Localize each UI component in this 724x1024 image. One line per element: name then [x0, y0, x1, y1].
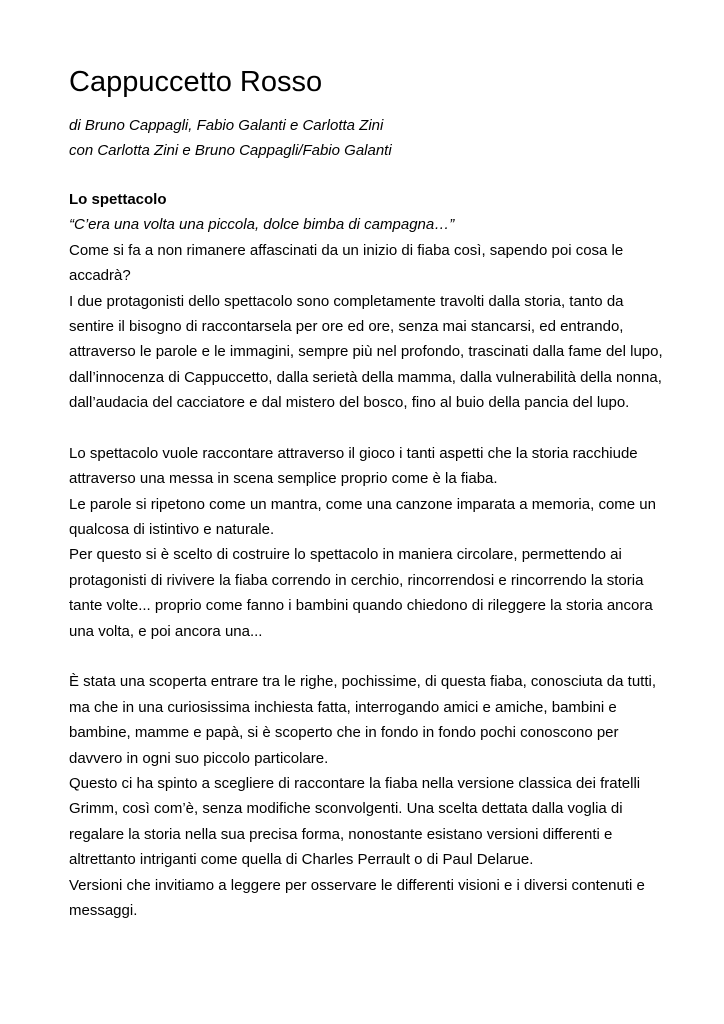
paragraph-line: ma che in una curiosissima inchiesta fatta, interrogando amici e amiche, bambini e	[69, 698, 617, 716]
document-title: Cappuccetto Rosso	[69, 66, 323, 98]
credits	[69, 113, 392, 164]
paragraph-3	[69, 669, 659, 923]
credits-authors: di Bruno Cappagli, Fabio Galanti e Carlotta Zini	[69, 117, 384, 134]
paragraph-line: Lo spettacolo vuole raccontare attraverso il gioco i tanti aspetti che la storia racchiude	[69, 444, 638, 462]
paragraph-line: dall’innocenza di Cappuccetto, dalla serietà della mamma, dalla vulnerabilità della nonna,	[69, 368, 662, 386]
credits-cast: con Carlotta Zini e Bruno Cappagli/Fabio Galanti	[69, 142, 392, 160]
paragraph-line: qualcosa di istintivo e naturale.	[69, 521, 275, 539]
paragraph-line: messaggi.	[69, 901, 138, 919]
section-heading: Lo spettacolo	[69, 191, 167, 208]
paragraph-spacer	[69, 416, 659, 441]
paragraph-2	[69, 441, 659, 644]
paragraph-line: attraverso una messa in scena semplice proprio come è la fiaba.	[69, 470, 498, 488]
paragraph-line: Versioni che invitiamo a leggere per osservare le differenti visioni e i diversi contenuti e	[69, 876, 645, 894]
opening-quote: “C’era una volta una piccola, dolce bimba di campagna…”	[69, 216, 455, 234]
paragraph-line: protagonisti di rivivere la fiaba correndo in cerchio, rincorrendosi e rincorrendo la storia	[69, 571, 644, 589]
paragraph-line: una volta, e poi ancora una...	[69, 622, 263, 640]
paragraph-line: I due protagonisti dello spettacolo sono completamente travolti dalla storia, tanto da	[69, 292, 624, 310]
paragraph-line: Grimm, così com’è, senza modifiche sconvolgenti. Una scelta dettata dalla voglia di	[69, 800, 623, 818]
paragraph-1	[69, 238, 663, 416]
document-body	[69, 187, 663, 923]
paragraph-line: tante volte... proprio come fanno i bambini quando chiedono di rileggere la storia ancora	[69, 597, 653, 615]
paragraph-line: davvero in ogni suo piccolo particolare.	[69, 749, 329, 767]
paragraph-line: Le parole si ripetono come un mantra, come una canzone imparata a memoria, come un	[69, 495, 656, 513]
paragraph-spacer	[69, 644, 659, 669]
paragraph-line: regalare la storia nella sua precisa forma, nonostante esistano versioni differenti e	[69, 825, 613, 843]
paragraph-line: altrettanto intriganti come quella di Charles Perrault o di Paul Delarue.	[69, 851, 534, 869]
paragraph-line: Come si fa a non rimanere affascinati da un inizio di fiaba così, sapendo poi cosa le	[69, 241, 624, 259]
paragraph-line: dall’audacia del cacciatore e dal mistero del bosco, fino al buio della pancia del lupo.	[69, 394, 630, 412]
paragraph-line: accadrà?	[69, 267, 131, 285]
paragraph-line: È stata una scoperta entrare tra le righe, pochissime, di questa fiaba, conosciuta da tutti,	[69, 673, 656, 691]
paragraph-line: bambine, mamme e papà, si è scoperto che in fondo in fondo pochi conoscono per	[69, 724, 619, 742]
paragraph-line: sentire il bisogno di raccontarsela per ore ed ore, senza mai stancarsi, ed entrando,	[69, 317, 624, 335]
paragraph-line: Per questo si è scelto di costruire lo spettacolo in maniera circolare, permettendo ai	[69, 546, 622, 564]
paragraph-line: Questo ci ha spinto a scegliere di raccontare la fiaba nella versione classica dei fratelli	[69, 774, 641, 792]
paragraph-line: attraverso le parole e le immagini, sempre più nel profondo, trascinati dalla fame del lupo,	[69, 343, 663, 361]
